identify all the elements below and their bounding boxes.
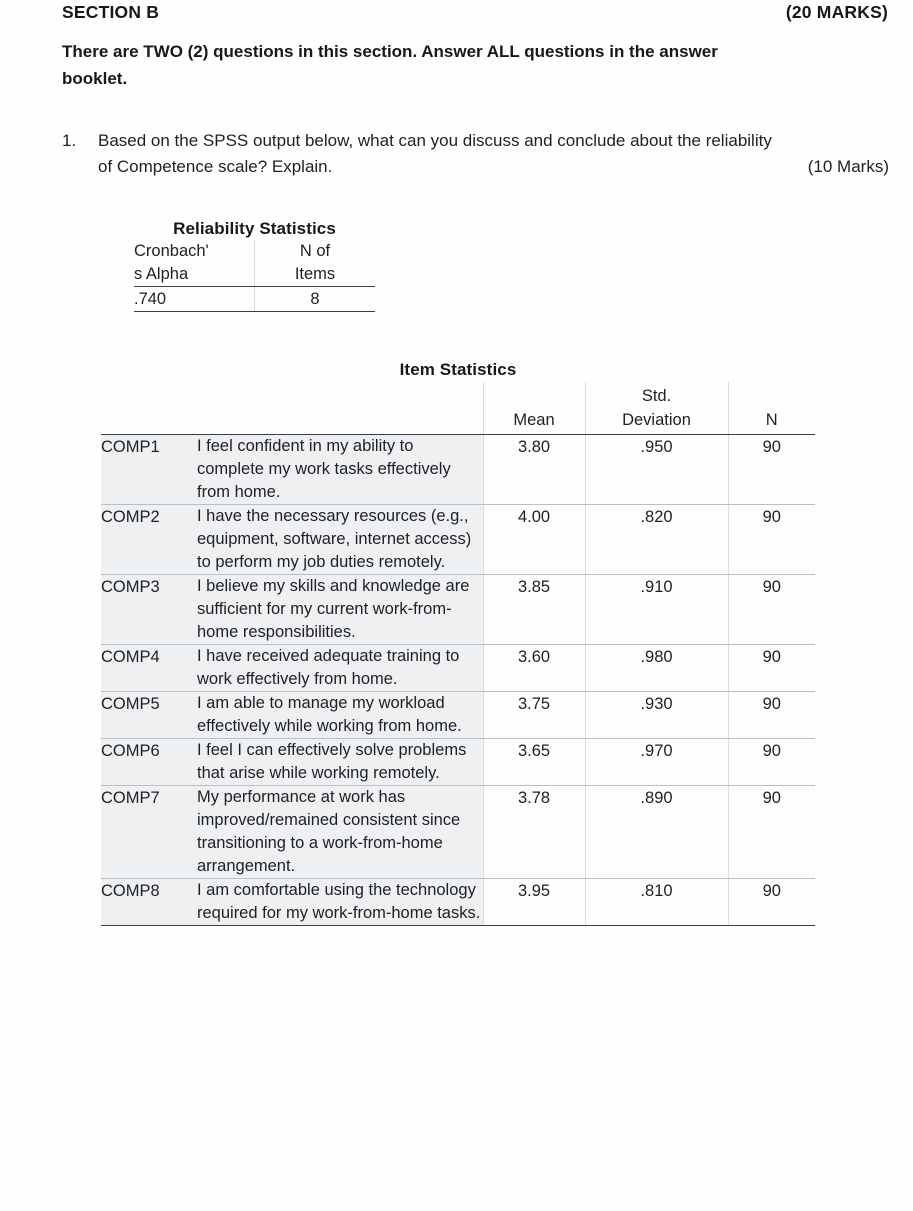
item-header-mean-top — [483, 382, 585, 408]
item-code: COMP5 — [101, 692, 197, 739]
item-header-mean: Mean — [483, 408, 585, 435]
item-statistics-block — [101, 382, 815, 926]
item-header-spacer-code — [101, 382, 197, 408]
item-n: 90 — [728, 879, 815, 926]
item-std-deviation: .950 — [585, 435, 728, 505]
reliability-statistics-table — [134, 240, 375, 312]
section-instructions — [62, 38, 889, 92]
question-line-2: of Competence scale? Explain. — [98, 157, 333, 176]
item-header-spacer-text — [197, 382, 483, 408]
reliability-items-value: 8 — [255, 287, 376, 312]
reliability-header-alpha — [134, 240, 255, 287]
item-statistics-table — [101, 382, 815, 926]
item-header-spacer-code-2 — [101, 408, 197, 435]
item-mean: 4.00 — [483, 505, 585, 575]
question-body — [98, 128, 889, 180]
item-mean: 3.60 — [483, 645, 585, 692]
reliability-statistics-title: Reliability Statistics — [173, 219, 336, 238]
question-marks: (10 Marks) — [807, 157, 889, 176]
item-header-spacer-text-2 — [197, 408, 483, 435]
item-std-deviation: .970 — [585, 739, 728, 786]
question-line-1: Based on the SPSS output below, what can you discuss and conclude about the reliability — [98, 131, 772, 150]
item-n: 90 — [728, 645, 815, 692]
item-n: 90 — [728, 786, 815, 879]
item-mean: 3.78 — [483, 786, 585, 879]
item-header-row-top — [101, 382, 815, 408]
item-statement: I am able to manage my workload effectively while working from home. — [197, 692, 483, 739]
reliability-header-alpha-line-2: s Alpha — [134, 265, 189, 283]
question-line-2-row — [98, 154, 889, 180]
item-code: COMP4 — [101, 645, 197, 692]
item-mean: 3.75 — [483, 692, 585, 739]
question-1 — [62, 128, 889, 180]
item-statement: I feel I can effectively solve problems that arise while working remotely. — [197, 739, 483, 786]
reliability-header-items-line-1: N of — [299, 242, 331, 260]
item-std-deviation: .930 — [585, 692, 728, 739]
table-row — [101, 879, 815, 926]
item-statement: I have received adequate training to work effectively from home. — [197, 645, 483, 692]
item-n: 90 — [728, 435, 815, 505]
reliability-header-items — [255, 240, 376, 287]
reliability-header-alpha-line-1: Cronbach' — [134, 242, 209, 260]
reliability-value-row — [134, 287, 375, 312]
item-statement: I am comfortable using the technology required for my work-from-home tasks. — [197, 879, 483, 926]
table-row — [101, 435, 815, 505]
item-code: COMP3 — [101, 575, 197, 645]
section-header — [62, 2, 888, 23]
table-row — [101, 692, 815, 739]
table-row — [101, 786, 815, 879]
item-statement: I believe my skills and knowledge are sufficient for my current work-from-home responsibilities. — [197, 575, 483, 645]
item-n: 90 — [728, 505, 815, 575]
item-statement: I have the necessary resources (e.g., equipment, software, internet access) to perform my job duties remotely. — [197, 505, 483, 575]
item-mean: 3.80 — [483, 435, 585, 505]
table-row — [101, 575, 815, 645]
section-marks-label: (20 MARKS) — [785, 2, 888, 22]
item-header-row-bottom — [101, 408, 815, 435]
item-n: 90 — [728, 739, 815, 786]
item-mean: 3.95 — [483, 879, 585, 926]
item-std-deviation: .890 — [585, 786, 728, 879]
item-mean: 3.85 — [483, 575, 585, 645]
item-code: COMP7 — [101, 786, 197, 879]
table-row — [101, 645, 815, 692]
item-code: COMP6 — [101, 739, 197, 786]
question-number: 1. — [62, 131, 77, 150]
item-statement: I feel confident in my ability to complete my work tasks effectively from home. — [197, 435, 483, 505]
item-std-deviation: .810 — [585, 879, 728, 926]
item-header-std-line-1: Std. — [585, 382, 728, 408]
reliability-header-items-line-2: Items — [294, 265, 336, 283]
item-code: COMP2 — [101, 505, 197, 575]
item-code: COMP1 — [101, 435, 197, 505]
instructions-line-1: There are TWO (2) questions in this section. Answer ALL questions in the answer — [62, 42, 718, 61]
item-header-std-line-2: Deviation — [585, 408, 728, 435]
item-std-deviation: .910 — [585, 575, 728, 645]
item-mean: 3.65 — [483, 739, 585, 786]
section-label: SECTION B — [62, 2, 160, 22]
item-std-deviation: .820 — [585, 505, 728, 575]
instructions-line-2: booklet. — [62, 69, 128, 88]
item-code: COMP8 — [101, 879, 197, 926]
item-statistics-title: Item Statistics — [399, 360, 517, 379]
item-header-n-top — [728, 382, 815, 408]
reliability-header-row — [134, 240, 375, 287]
item-n: 90 — [728, 575, 815, 645]
reliability-alpha-value: .740 — [134, 287, 255, 312]
item-statement: My performance at work has improved/remained consistent since transitioning to a work-from-home arrangement. — [197, 786, 483, 879]
table-row — [101, 505, 815, 575]
reliability-statistics-block — [134, 219, 375, 312]
item-n: 90 — [728, 692, 815, 739]
item-std-deviation: .980 — [585, 645, 728, 692]
item-header-n: N — [728, 408, 815, 435]
table-row — [101, 739, 815, 786]
